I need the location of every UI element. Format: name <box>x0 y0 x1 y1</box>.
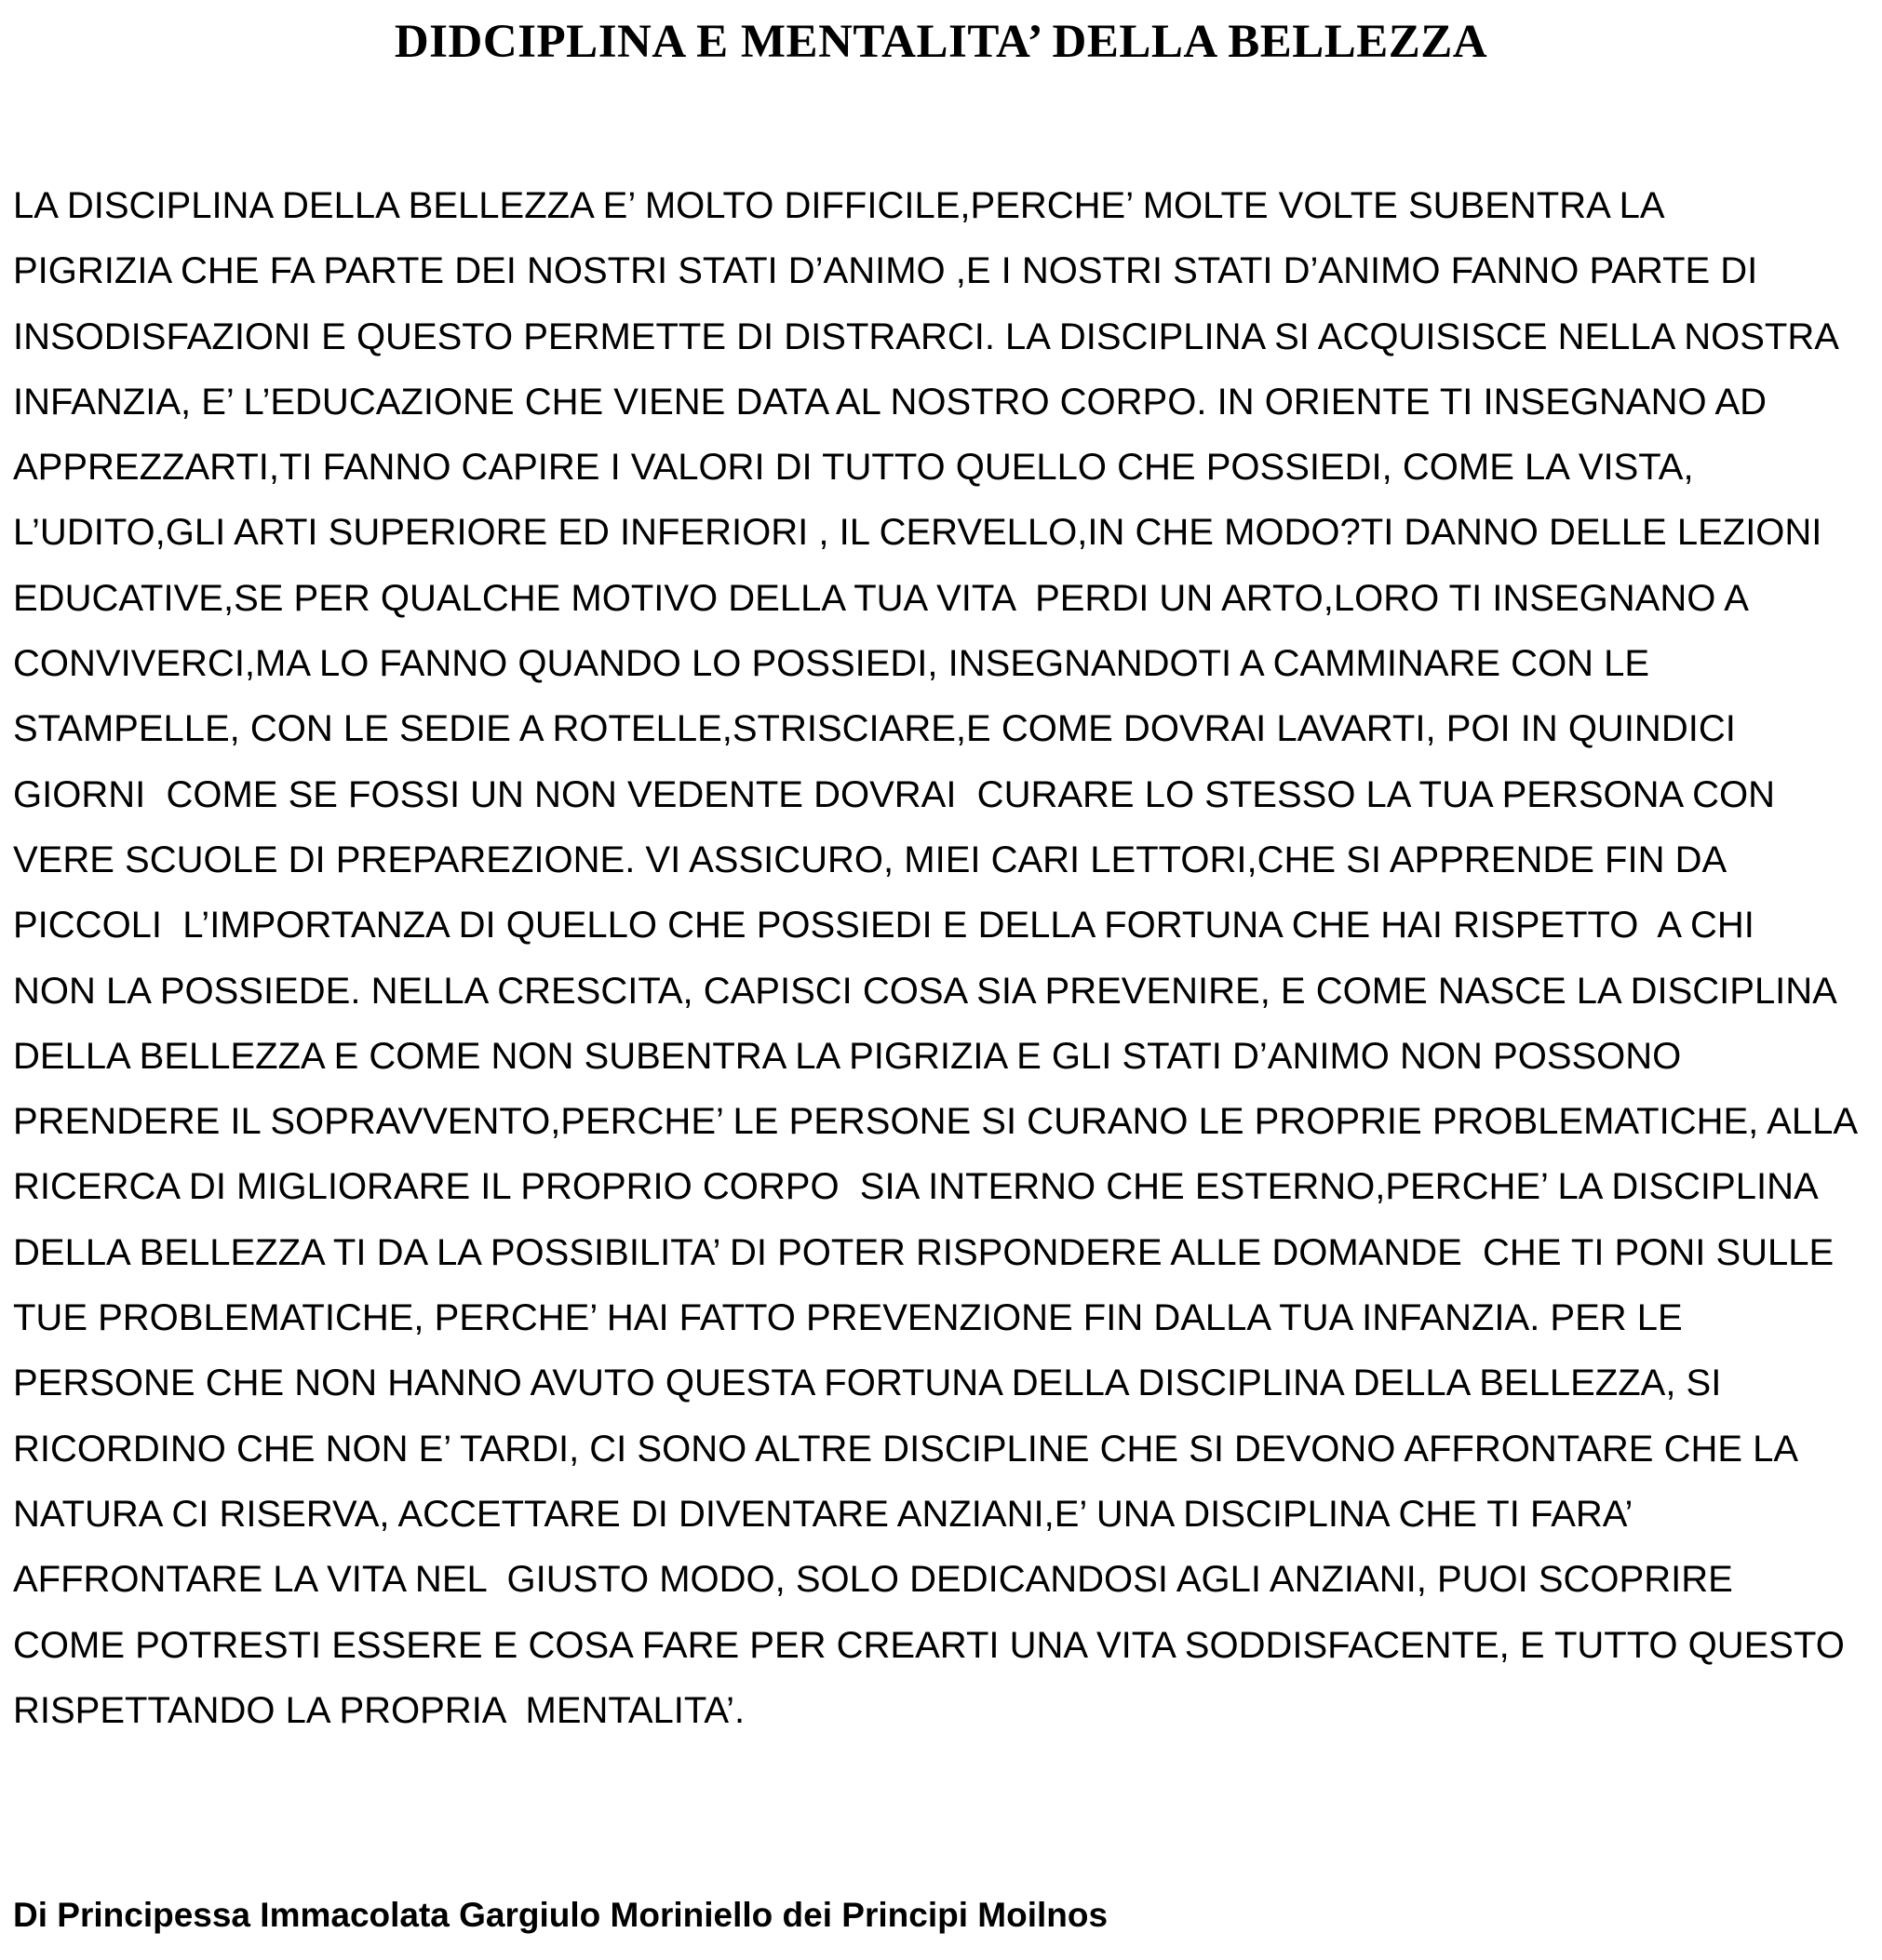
body-line: RICORDINO CHE NON E’ TARDI, CI SONO ALTRE DISCIPLINE CHE SI DEVONO AFFRONTARE CHE LA <box>13 1428 1799 1470</box>
document-title: DIDCIPLINA E MENTALITA’ DELLA BELLEZZA <box>394 16 1488 68</box>
body-line: INSODISFAZIONI E QUESTO PERMETTE DI DISTRARCI. LA DISCIPLINA SI ACQUISISCE NELLA NOSTRA <box>13 315 1839 357</box>
body-line: NATURA CI RISERVA, ACCETTARE DI DIVENTARE ANZIANI,E’ UNA DISCIPLINA CHE TI FARA’ <box>13 1493 1633 1535</box>
body-line: PRENDERE IL SOPRAVVENTO,PERCHE’ LE PERSONE SI CURANO LE PROPRIE PROBLEMATICHE, ALLA <box>13 1101 1859 1143</box>
body-line: STAMPELLE, CON LE SEDIE A ROTELLE,STRISCIARE,E COME DOVRAI LAVARTI, POI IN QUINDICI <box>13 708 1736 750</box>
body-line: APPREZZARTI,TI FANNO CAPIRE I VALORI DI TUTTO QUELLO CHE POSSIEDI, COME LA VISTA, <box>13 447 1694 489</box>
body-line: EDUCATIVE,SE PER QUALCHE MOTIVO DELLA TUA VITA PERDI UN ARTO,LORO TI INSEGNANO A <box>13 577 1749 619</box>
body-line: PIGRIZIA CHE FA PARTE DEI NOSTRI STATI D’ANIMO ,E I NOSTRI STATI D’ANIMO FANNO PARTE DI <box>13 250 1758 292</box>
body-line: INFANZIA, E’ L’EDUCAZIONE CHE VIENE DATA AL NOSTRO CORPO. IN ORIENTE TI INSEGNANO AD <box>13 381 1768 423</box>
body-line: PICCOLI L’IMPORTANZA DI QUELLO CHE POSSIEDI E DELLA FORTUNA CHE HAI RISPETTO A CHI <box>13 905 1754 946</box>
body-line: RISPETTANDO LA PROPRIA MENTALITA’. <box>13 1689 746 1731</box>
body-line: TUE PROBLEMATICHE, PERCHE’ HAI FATTO PREVENZIONE FIN DALLA TUA INFANZIA. PER LE <box>13 1297 1683 1339</box>
body-line: RICERCA DI MIGLIORARE IL PROPRIO CORPO SIA INTERNO CHE ESTERNO,PERCHE’ LA DISCIPLINA <box>13 1166 1819 1208</box>
body-line: CONVIVERCI,MA LO FANNO QUANDO LO POSSIEDI, INSEGNANDOTI A CAMMINARE CON LE <box>13 643 1650 685</box>
body-line: AFFRONTARE LA VITA NEL GIUSTO MODO, SOLO DEDICANDOSI AGLI ANZIANI, PUOI SCOPRIRE <box>13 1559 1733 1601</box>
body-line: DELLA BELLEZZA TI DA LA POSSIBILITA’ DI POTER RISPONDERE ALLE DOMANDE CHE TI PONI SULLE <box>13 1231 1835 1273</box>
body-line: LA DISCIPLINA DELLA BELLEZZA E’ MOLTO DIFFICILE,PERCHE’ MOLTE VOLTE SUBENTRA LA <box>13 185 1665 226</box>
body-text <box>13 173 1870 1743</box>
body-line: COME POTRESTI ESSERE E COSA FARE PER CREARTI UNA VITA SODDISFACENTE, E TUTTO QUESTO <box>13 1624 1845 1666</box>
body-line: NON LA POSSIEDE. NELLA CRESCITA, CAPISCI COSA SIA PREVENIRE, E COME NASCE LA DISCIPLINA <box>13 970 1837 1012</box>
body-line: DELLA BELLEZZA E COME NON SUBENTRA LA PIGRIZIA E GLI STATI D’ANIMO NON POSSONO <box>13 1035 1682 1077</box>
body-line: L’UDITO,GLI ARTI SUPERIORE ED INFERIORI , IL CERVELLO,IN CHE MODO?TI DANNO DELLE LEZIONI <box>13 512 1822 554</box>
body-line: PERSONE CHE NON HANNO AVUTO QUESTA FORTUNA DELLA DISCIPLINA DELLA BELLEZZA, SI <box>13 1363 1722 1404</box>
body-line: GIORNI COME SE FOSSI UN NON VEDENTE DOVRAI CURARE LO STESSO LA TUA PERSONA CON <box>13 773 1775 815</box>
author-signature: Di Principessa Immacolata Gargiulo Moriniello dei Principi Moilnos <box>13 1896 1109 1934</box>
body-line: VERE SCUOLE DI PREPAREZIONE. VI ASSICURO, MIEI CARI LETTORI,CHE SI APPRENDE FIN DA <box>13 839 1727 880</box>
